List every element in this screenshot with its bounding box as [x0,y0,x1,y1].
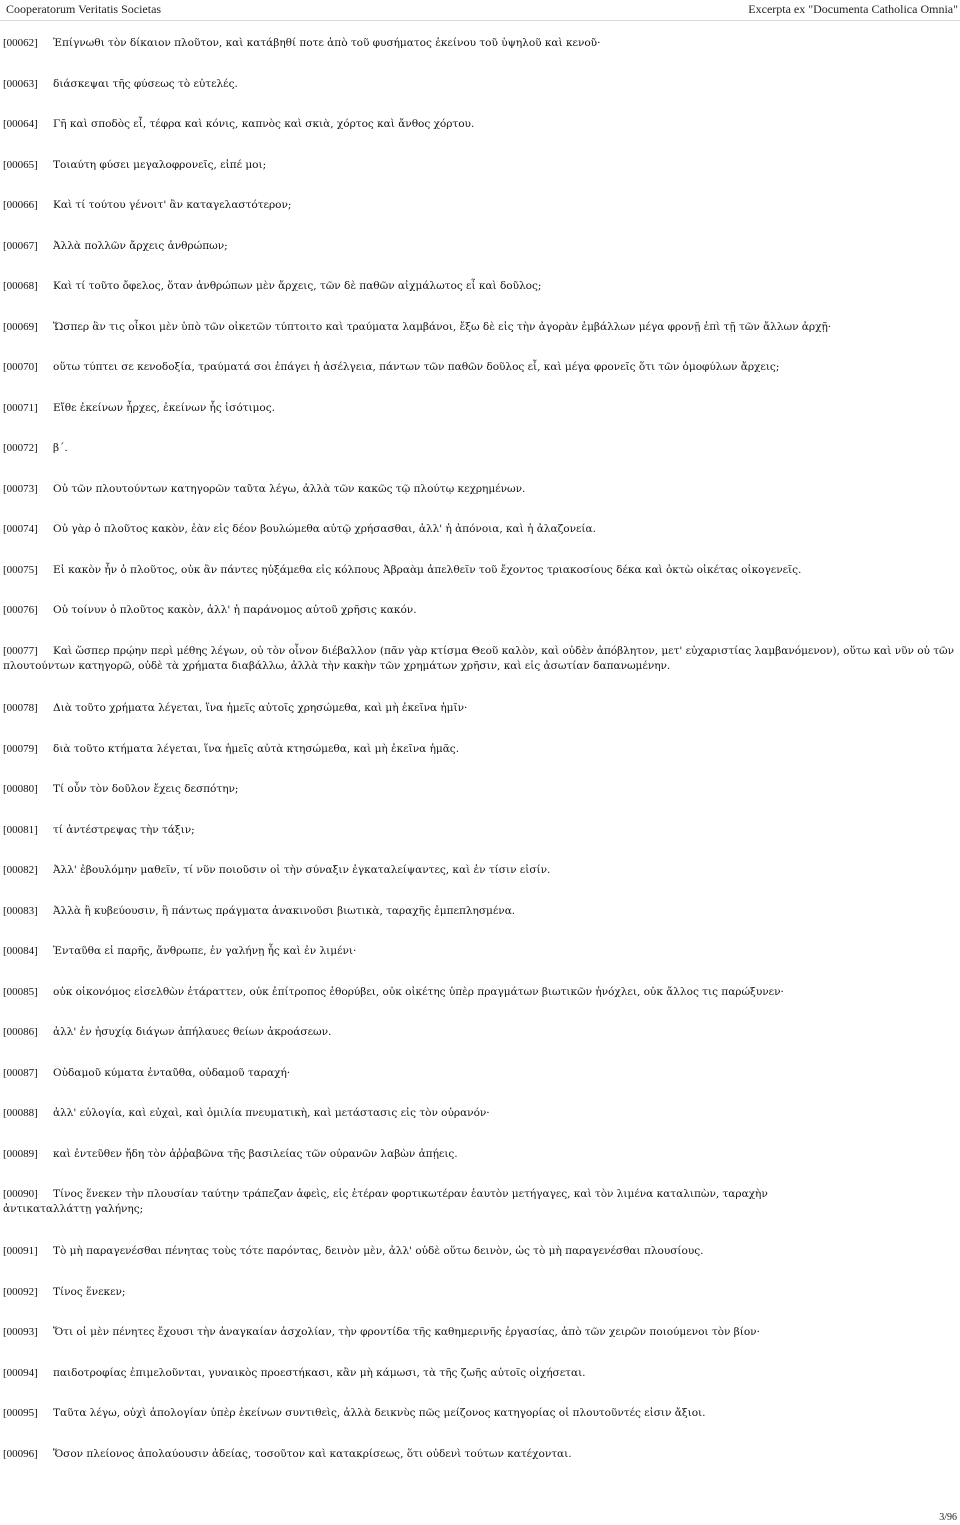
line-text: Οὐ γὰρ ὁ πλοῦτος κακὸν, ἐὰν εἰς δέον βουλώμεθα αὐτῷ χρήσασθαι, ἀλλ' ἡ ἀπόνοια, καὶ ἡ ἀλαζονεία. [53,523,596,535]
text-line [3,1025,955,1040]
line-text: Καὶ τί τούτου γένοιτ' ἂν καταγελαστότερον; [53,199,292,211]
text-line [3,701,955,716]
line-text: παιδοτροφίας ἐπιμελοῦνται, γυναικὸς προεστήκασι, κἂν μὴ κάμωσι, τὰ τῆς ζωῆς αὐτοῖς οἰχήσεται. [53,1367,586,1379]
line-number: [00081] [3,824,38,836]
line-text: Ὅσον πλείονος ἀπολαύουσιν ἀδείας, τοσοῦτον καὶ κατακρίσεως, ὅτι οὐδενὶ τούτων κατέχονται. [53,1448,572,1460]
line-number: [00067] [3,240,38,252]
line-text: Γῆ καὶ σποδὸς εἶ, τέφρα καὶ κόνις, καπνὸς καὶ σκιὰ, χόρτος καὶ ἄνθος χόρτου. [53,118,475,130]
line-number: [00092] [3,1286,38,1298]
line-text: Οὐδαμοῦ κύματα ἐνταῦθα, οὐδαμοῦ ταραχή· [53,1067,291,1079]
line-text: Εἴθε ἐκείνων ἦρχες, ἐκείνων ἧς ἰσότιμος. [53,402,275,414]
text-line [3,522,955,537]
text-line [3,77,955,92]
line-text: Ὥσπερ ἂν τις οἶκοι μὲν ὑπὸ τῶν οἰκετῶν τύπτοιτο καὶ τραύματα λαμβάνοι, ἔξω δὲ εἰς τὴν ἀγορὰν ἐμβάλλων μέγα φρονῇ ἐπὶ τῇ τῶν ἄλλων ἀρχῇ· [53,321,832,333]
header-left-title: Cooperatorum Veritatis Societas [6,2,162,16]
text-line [3,1106,955,1121]
line-number: [00084] [3,945,38,957]
line-number: [00078] [3,702,38,714]
text-line [3,863,955,878]
text-line [3,198,955,213]
line-number: [00069] [3,321,38,333]
line-text: ἀλλ' ἐν ἡσυχίᾳ διάγων ἀπήλαυες θείων ἀκροάσεων. [53,1026,332,1038]
text-line [3,239,955,254]
text-line [3,985,955,1000]
text-line [3,1066,955,1081]
line-number: [00068] [3,280,38,292]
text-line [3,644,955,674]
line-number: [00095] [3,1407,38,1419]
text-line [3,782,955,797]
text-line [3,279,955,294]
text-line [3,117,955,132]
text-line [3,1325,955,1340]
header-right-title: Excerpta ex "Documenta Catholica Omnia" [748,2,958,16]
line-text: οὐκ οἰκονόμος εἰσελθὼν ἐτάραττεν, οὐκ ἐπίτροπος ἐθορύβει, οὐκ οἰκέτης ὑπὲρ πραγμάτων βιωτικῶν ἠνόχλει, οὐκ ἄλλος τις παρώξυνεν· [53,986,784,998]
line-text: διάσκεψαι τῆς φύσεως τὸ εὐτελές. [53,78,238,90]
line-number: [00089] [3,1148,38,1160]
text-line [3,944,955,959]
text-line [3,360,955,375]
line-text: Τίνος ἕνεκεν; [53,1286,126,1298]
line-text: Διὰ τοῦτο χρήματα λέγεται, ἵνα ἡμεῖς αὐτοῖς χρησώμεθα, καὶ μὴ ἐκεῖνα ἡμῖν· [53,702,468,714]
line-text: Εἰ κακὸν ἦν ὁ πλοῦτος, οὐκ ἂν πάντες ηὐξάμεθα εἰς κόλπους Ἀβραὰμ ἀπελθεῖν τοῦ ἔχοντος τριακοσίους δέκα καὶ ὀκτὼ οἰκέτας οἰκογενεῖς. [53,564,802,576]
line-text: τί ἀντέστρεψας τὴν τάξιν; [53,824,195,836]
line-number: [00077] [3,645,38,657]
line-text: καὶ ἐντεῦθεν ἤδη τὸν ἀῤῥαβῶνα τῆς βασιλείας τῶν οὐρανῶν λαβὼν ἀπῄεις. [53,1148,458,1160]
text-line [3,823,955,838]
line-text: Οὐ τοίνυν ὁ πλοῦτος κακὸν, ἀλλ' ἡ παράνομος αὐτοῦ χρῆσις κακόν. [53,604,417,616]
line-number: [00087] [3,1067,38,1079]
line-number: [00063] [3,78,38,90]
line-text: Καὶ τί τοῦτο ὄφελος, ὅταν ἀνθρώπων μὲν ἄρχεις, τῶν δὲ παθῶν αἰχμάλωτος εἶ καὶ δοῦλος; [53,280,542,292]
text-line [3,1406,955,1421]
text-line [3,904,955,919]
line-number: [00074] [3,523,38,535]
line-number: [00094] [3,1367,38,1379]
text-line [3,603,955,618]
line-number: [00082] [3,864,38,876]
line-number: [00073] [3,483,38,495]
text-line [3,1187,843,1217]
text-line [3,482,955,497]
text-line [3,563,955,578]
text-line [3,158,955,173]
text-line [3,1447,955,1462]
line-number: [00065] [3,159,38,171]
line-number: [00086] [3,1026,38,1038]
line-number: [00070] [3,361,38,373]
line-text: Ἀλλὰ ἢ κυβεύουσιν, ἢ πάντως πράγματα ἀνακινοῦσι βιωτικὰ, ταραχῆς ἐμπεπλησμένα. [53,905,516,917]
text-line [3,1244,955,1259]
line-number: [00075] [3,564,38,576]
text-line [3,401,955,416]
line-number: [00066] [3,199,38,211]
line-text: οὕτω τύπτει σε κενοδοξία, τραύματά σοι ἐπάγει ἡ ἀσέλγεια, πάντων τῶν παθῶν δοῦλος εἶ, καὶ μέγα φρονεῖς ὅτι τῶν ὁμοφύλων ἄρχεις; [53,361,780,373]
line-text: Ἀλλὰ πολλῶν ἄρχεις ἀνθρώπων; [53,240,228,252]
text-line [3,36,955,51]
line-text: Ὅτι οἱ μὲν πένητες ἔχουσι τὴν ἀναγκαίαν ἀσχολίαν, τὴν φροντίδα τῆς καθημερινῆς ἐργασίας, ἀπὸ τῶν χειρῶν ποιούμενοι τὸν βίον· [53,1326,760,1338]
line-number: [00080] [3,783,38,795]
line-number: [00085] [3,986,38,998]
line-text: Τί οὖν τὸν δοῦλον ἔχεις δεσπότην; [53,783,239,795]
text-line [3,441,955,456]
line-text: Ἐνταῦθα εἰ παρῆς, ἄνθρωπε, ἐν γαλήνῃ ἧς καὶ ἐν λιμένι· [53,945,357,957]
line-number: [00096] [3,1448,38,1460]
text-line [3,1285,955,1300]
line-number: [00091] [3,1245,38,1257]
line-text: Ταῦτα λέγω, οὐχὶ ἀπολογίαν ὑπὲρ ἐκείνων συντιθεὶς, ἀλλὰ δεικνὺς πῶς μείζονος κατηγορίας οἱ πλουτοῦντές εἰσιν ἄξιοι. [53,1407,706,1419]
line-number: [00071] [3,402,38,414]
text-line [3,1147,955,1162]
line-number: [00076] [3,604,38,616]
line-number: [00083] [3,905,38,917]
line-text: β΄. [53,442,68,454]
line-text: Ἀλλ' ἐβουλόμην μαθεῖν, τί νῦν ποιοῦσιν οἱ τὴν σύναξιν ἐγκαταλείψαντες, καὶ ἐν τίσιν εἰσίν. [53,864,551,876]
line-number: [00072] [3,442,38,454]
text-line [3,320,955,335]
line-number: [00062] [3,37,38,49]
page-number: 3/96 [939,1512,957,1523]
line-number: [00093] [3,1326,38,1338]
line-text: διὰ τοῦτο κτήματα λέγεται, ἵνα ἡμεῖς αὐτὰ κτησώμεθα, καὶ μὴ ἐκεῖνα ἡμᾶς. [53,743,460,755]
text-line [3,1366,955,1381]
line-text: Τὸ μὴ παραγενέσθαι πένητας τοὺς τότε παρόντας, δεινὸν μὲν, ἀλλ' οὐδὲ οὕτω δεινὸν, ὡς τὸ μὴ παραγενέσθαι πλουσίους. [53,1245,704,1257]
line-number: [00088] [3,1107,38,1119]
line-text: Τίνος ἕνεκεν τὴν πλουσίαν ταύτην τράπεζαν ἀφεὶς, εἰς ἑτέραν φορτικωτέραν ἑαυτὸν μετήγαγες, καὶ τὸν λιμένα καταλιπὼν, ταραχὴν ἀντικαταλλάττῃ γαλήνης; [3,1188,768,1215]
line-number: [00090] [3,1188,38,1200]
line-number: [00064] [3,118,38,130]
line-text: ἀλλ' εὐλογία, καὶ εὐχαὶ, καὶ ὁμιλία πνευματικὴ, καὶ μετάστασις εἰς τὸν οὐρανόν· [53,1107,490,1119]
line-number: [00079] [3,743,38,755]
text-line [3,742,955,757]
line-text: Καὶ ὥσπερ πρῴην περὶ μέθης λέγων, οὐ τὸν οἶνον διέβαλλον (πᾶν γὰρ κτίσμα Θεοῦ καλὸν, καὶ οὐδὲν ἀπόβλητον, μετ' εὐχαριστίας λαμβανόμενον), οὕτω καὶ νῦν οὐ τῶν πλουτούντων κατηγορῶ, οὐδὲ τὰ χρήματα διαβάλλω, ἀλλὰ τὴν κακὴν τῶν χρημάτων χρῆσιν, καὶ εἰς ἀσωτίαν δαπανωμένην. [3,645,955,672]
line-text: Ἐπίγνωθι τὸν δίκαιον πλοῦτον, καὶ κατάβηθί ποτε ἀπὸ τοῦ φυσήματος ἐκείνου τοῦ ὑψηλοῦ καὶ κενοῦ· [53,37,601,49]
line-text: Τοιαύτη φύσει μεγαλοφρονεῖς, εἰπέ μοι; [53,159,267,171]
line-text: Οὐ τῶν πλουτούντων κατηγορῶν ταῦτα λέγω, ἀλλὰ τῶν κακῶς τῷ πλούτῳ κεχρημένων. [53,483,526,495]
